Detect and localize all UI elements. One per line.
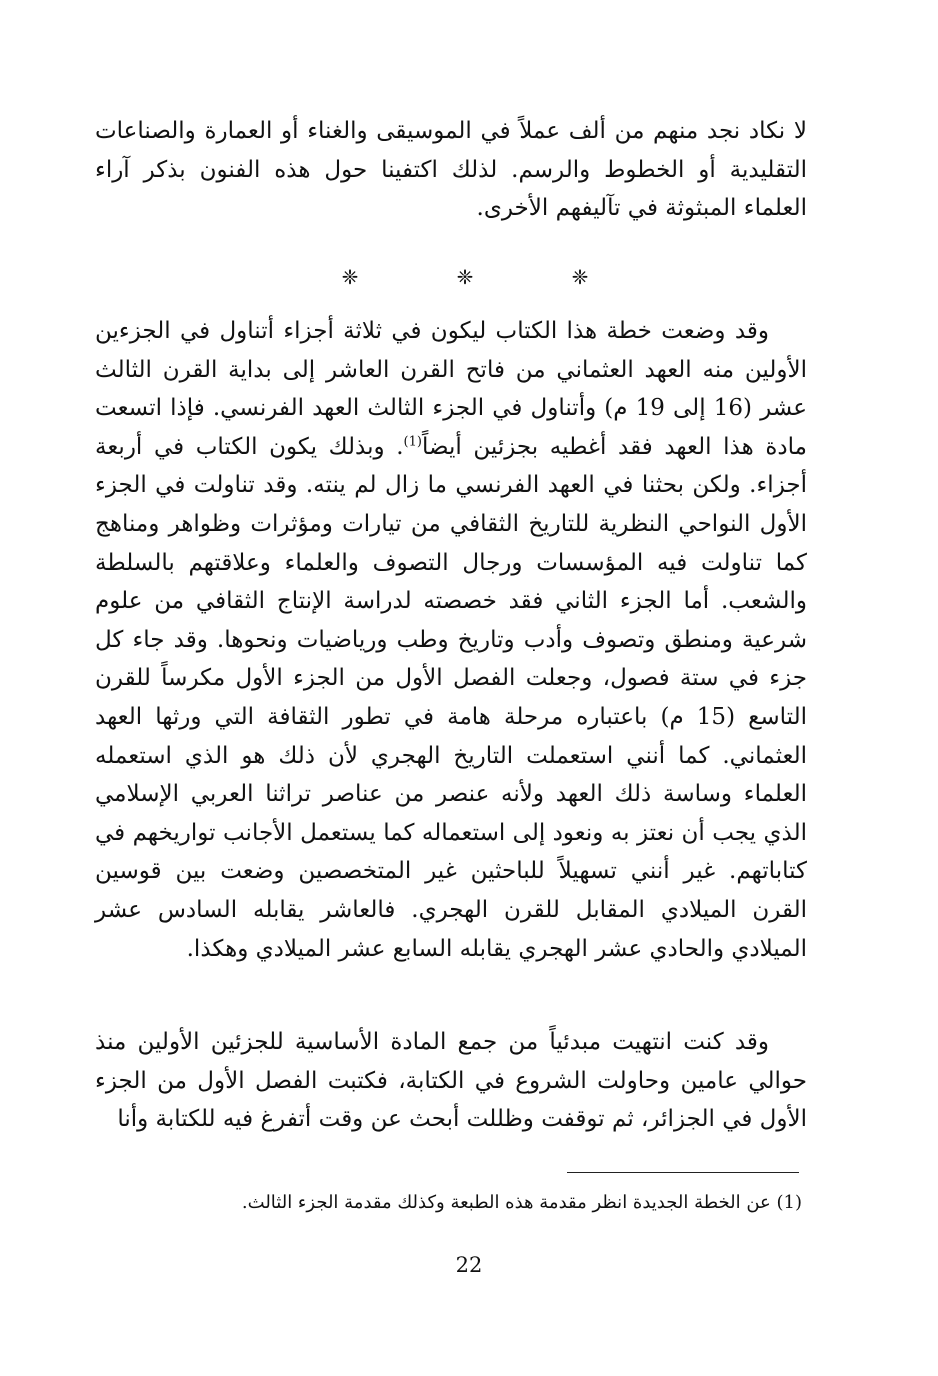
page-number: 22 — [455, 1253, 483, 1277]
paragraph-2-part-2: . وبذلك يكون الكتاب في أربعة أجزاء. ولكن بحثنا في العهد الفرنسي ما زال لم ينته. وقد تناولت في الجزء الأول النواحي النظرية للتاريخ الثقافي من تيارات ومؤثرات وظواهر ومناهج كما تناولت فيه المؤسسات ورجال التصوف والعلماء وعلاقتهم بالسلطة والشعب. أما الجزء الثاني فقد خصصته لدراسة الإنتاج الثقافي من علوم شرعية ومنطق وتصوف وأدب وتاريخ وطب ورياضيات ونحوها. وقد جاء كل جزء في ستة فصول، وجعلت الفصل الأول من الجزء الأول مكرساً للقرن التاسع (15 م) باعتباره مرحلة هامة في تطور الثقافة التي ورثها العهد العثماني. كما أنني استعملت التاريخ الهجري لأن ذلك هو الذي استعمله العلماء وساسة ذلك العهد ولأنه عنصر من عناصر تراثنا العربي الإسلامي الذي يجب أن نعتز به ونعود إلى استعماله كما يستعمل الأجانب تواريخهم في كتاباتهم. غير أنني تسهيلاً للباحثين غير المتخصصين وضعت بين قوسين القرن الميلادي المقابل للقرن الهجري. فالعاشر يقابله السادس عشر الميلادي والحادي عشر الهجري يقابله السابع عشر الميلادي وهكذا. — [95, 433, 807, 962]
paragraph-3-text: وقد كنت انتهيت مبدئياً من جمع المادة الأساسية للجزئين الأولين منذ حوالي عامين وحاولت الشروع في الكتابة، فكتبت الفصل الأول من الجزء الأول في الجزائر، ثم توقفت وظللت أبحث عن وقت أتفرغ فيه للكتابة وأنا — [95, 1029, 807, 1133]
paragraph-2-text — [95, 312, 807, 968]
section-separator — [330, 262, 600, 292]
star-ornament-icon: ❈ — [341, 265, 359, 289]
footnote: (1) عن الخطة الجديدة انظر مقدمة هذه الطبعة وكذلك مقدمة الجزء الثالث. — [241, 1192, 802, 1213]
paragraph-2 — [95, 312, 807, 968]
paragraph-2-part-1: وقد وضعت خطة هذا الكتاب ليكون في ثلاثة أجزاء أتناول في الجزءين الأولين منه العهد العثماني من فاتح القرن العاشر إلى بداية القرن الثالث عشر (16 إلى 19 م) وأتناول في الجزء الثالث العهد الفرنسي. فإذا اتسعت مادة هذا العهد فقد أغطيه بجزئين أيضاً — [95, 318, 807, 460]
footnote-divider — [567, 1172, 799, 1173]
paragraph-3 — [95, 1023, 807, 1139]
paragraph-1-text: لا نكاد نجد منهم من ألف عملاً في الموسيقى والغناء أو العمارة والصناعات التقليدية أو الخطوط والرسم. لذلك اكتفينا حول هذه الفنون بذكر آراء العلماء المبثوثة في تآليفهم الأخرى. — [95, 118, 807, 222]
footnote-reference: (1) — [403, 434, 422, 450]
paragraph-1 — [95, 112, 807, 228]
star-ornament-icon: ❈ — [571, 265, 589, 289]
star-ornament-icon: ❈ — [456, 265, 474, 289]
